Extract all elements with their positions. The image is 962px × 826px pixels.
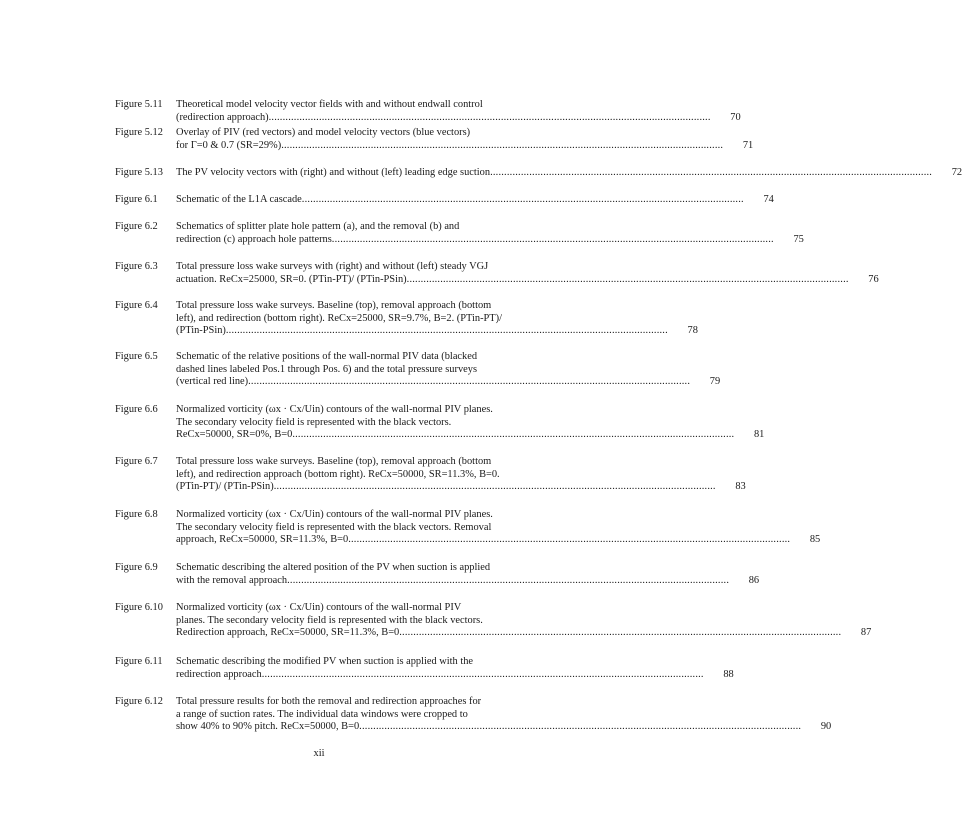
- figure-label: Figure 6.3: [115, 261, 158, 272]
- dot-leader: ..............................................................................................................................................................: [331, 233, 774, 245]
- dot-leader: ..............................................................................................................................................................: [292, 429, 735, 441]
- page-number[interactable]: 86: [748, 574, 760, 586]
- figure-label: Figure 5.12: [115, 127, 163, 138]
- figure-entry[interactable]: [115, 656, 734, 681]
- caption-last-line: Schematic of the L1A cascade: [176, 194, 302, 205]
- page-number[interactable]: 78: [687, 325, 698, 337]
- dot-leader: ..............................................................................................................................................................: [348, 534, 791, 546]
- dot-leader: ..............................................................................................................................................................: [281, 139, 724, 151]
- caption-last-line: redirection approach: [176, 668, 262, 680]
- page-number[interactable]: 79: [709, 376, 721, 388]
- caption-line: Total pressure loss wake surveys with (right) and without (left) steady VGJ: [176, 261, 489, 272]
- figure-entry[interactable]: [115, 696, 832, 734]
- caption-line: Total pressure loss wake surveys. Baseline (top), removal approach (bottom: [176, 456, 492, 467]
- figure-caption: [176, 656, 734, 681]
- figure-caption: [176, 562, 759, 587]
- caption-line: Schematic describing the altered position of the PV when suction is applied: [176, 562, 491, 573]
- dot-leader: ..............................................................................................................................................................: [301, 194, 744, 205]
- caption-line: Schematics of splitter plate hole pattern (a), and the removal (b) and: [176, 221, 460, 232]
- figure-label: Figure 6.9: [115, 562, 158, 573]
- figure-label: Figure 5.11: [115, 99, 163, 110]
- figure-entry[interactable]: [115, 194, 774, 207]
- page-number[interactable]: 71: [742, 139, 754, 151]
- figure-label: Figure 6.12: [115, 696, 163, 707]
- figure-entry[interactable]: [115, 404, 765, 442]
- figure-entry[interactable]: [115, 221, 804, 246]
- caption-last-line: (PTin-PSin): [176, 325, 226, 337]
- caption-line: Overlay of PIV (red vectors) and model velocity vectors (blue vectors): [176, 127, 471, 138]
- caption-last-line: for Γ=0 & 0.7 (SR=29%): [176, 139, 282, 151]
- caption-last-line: show 40% to 90% pitch. ReCx=50000, B=0: [176, 721, 360, 733]
- figure-entry[interactable]: [115, 602, 872, 640]
- dot-leader: ..............................................................................................................................................................: [399, 627, 842, 639]
- figure-caption: [176, 221, 804, 246]
- figure-caption: [176, 696, 831, 734]
- figure-label: Figure 6.4: [115, 300, 158, 311]
- page-number[interactable]: 83: [735, 481, 746, 493]
- figure-label: Figure 5.13: [115, 167, 163, 178]
- figure-entry[interactable]: [115, 562, 760, 587]
- caption-line: left), and redirection approach (bottom right). ReCx=50000, SR=11.3%, B=0.: [176, 468, 500, 480]
- page-footer-number: xii: [313, 748, 325, 759]
- page-number[interactable]: 81: [753, 429, 765, 441]
- caption-line: a range of suction rates. The individual data windows were cropped to: [176, 708, 468, 720]
- caption-line: Theoretical model velocity vector fields with and without endwall control: [176, 99, 483, 110]
- caption-last-line: redirection (c) approach hole patterns: [176, 233, 332, 245]
- figure-label: Figure 6.1: [115, 194, 158, 205]
- caption-line: The secondary velocity field is represented with the black vectors.: [176, 416, 452, 428]
- dot-leader: ..............................................................................................................................................................: [406, 273, 849, 285]
- page-number[interactable]: 88: [723, 668, 734, 680]
- caption-last-line: ReCx=50000, SR=0%, B=0: [176, 429, 293, 441]
- figure-caption: [176, 456, 746, 494]
- caption-line: left), and redirection (bottom right). ReCx=25000, SR=9.7%, B=2. (PTin-PT)/: [176, 312, 503, 324]
- figure-caption: [176, 351, 720, 389]
- caption-line: The secondary velocity field is represented with the black vectors. Removal: [176, 521, 492, 533]
- figure-caption: [176, 167, 962, 180]
- figure-caption: [176, 300, 698, 338]
- caption-line: Total pressure results for both the removal and redirection approaches for: [176, 696, 482, 707]
- caption-last-line: (vertical red line): [176, 376, 249, 388]
- caption-line: Total pressure loss wake surveys. Baseline (top), removal approach (bottom: [176, 300, 492, 311]
- figure-caption: [176, 404, 764, 442]
- caption-last-line: approach, ReCx=50000, SR=11.3%, B=0: [176, 534, 349, 546]
- figure-label: Figure 6.2: [115, 221, 158, 232]
- page-number[interactable]: 75: [793, 233, 804, 245]
- caption-line: Normalized vorticity (ωx · Cx/Uin) contours of the wall-normal PIV planes.: [176, 509, 493, 520]
- caption-last-line: (PTin-PT)/ (PTin-PSin): [176, 481, 274, 493]
- dot-leader: ..............................................................................................................................................................: [225, 325, 668, 337]
- caption-line: Schematic describing the modified PV when suction is applied with the: [176, 656, 474, 667]
- page-number[interactable]: 76: [868, 273, 879, 285]
- figure-entry[interactable]: [115, 261, 879, 286]
- figure-entry[interactable]: [115, 351, 721, 389]
- caption-last-line: (redirection approach): [176, 111, 269, 123]
- page-number[interactable]: 72: [951, 167, 962, 178]
- figure-label: Figure 6.11: [115, 656, 163, 667]
- caption-line: Normalized vorticity (ωx · Cx/Uin) contours of the wall-normal PIV planes.: [176, 404, 493, 415]
- caption-last-line: actuation. ReCx=25000, SR=0. (PTin-PT)/ (PTin-PSin): [176, 273, 407, 285]
- figure-label: Figure 6.7: [115, 456, 158, 467]
- figure-entry[interactable]: [115, 167, 962, 180]
- figure-caption: [176, 127, 753, 152]
- dot-leader: ..............................................................................................................................................................: [261, 668, 704, 680]
- figure-caption: [176, 602, 871, 640]
- caption-line: Schematic of the relative positions of the wall-normal PIV data (blacked: [176, 351, 478, 362]
- caption-line: dashed lines labeled Pos.1 through Pos. 6) and the total pressure surveys: [176, 363, 477, 375]
- figure-caption: [176, 509, 820, 547]
- caption-line: Normalized vorticity (ωx · Cx/Uin) contours of the wall-normal PIV: [176, 602, 462, 613]
- dot-leader: ..............................................................................................................................................................: [248, 376, 691, 388]
- dot-leader: ..............................................................................................................................................................: [490, 167, 933, 178]
- figure-caption: [176, 99, 741, 124]
- page-number[interactable]: 70: [730, 111, 741, 123]
- figure-entry[interactable]: [115, 456, 746, 494]
- page-number[interactable]: 90: [820, 721, 832, 733]
- figure-entry[interactable]: [115, 99, 741, 124]
- page-number[interactable]: 87: [860, 627, 872, 639]
- figure-entry[interactable]: [115, 509, 821, 547]
- caption-last-line: Redirection approach, ReCx=50000, SR=11.3%, B=0: [176, 627, 400, 639]
- caption-line: planes. The secondary velocity field is represented with the black vectors.: [176, 614, 483, 626]
- figure-entry[interactable]: [115, 127, 754, 152]
- figure-label: Figure 6.8: [115, 509, 158, 520]
- page-number[interactable]: 74: [763, 194, 774, 205]
- figure-caption: [176, 261, 879, 286]
- dot-leader: ..............................................................................................................................................................: [287, 574, 730, 586]
- dot-leader: ..............................................................................................................................................................: [359, 721, 802, 733]
- figure-label: Figure 6.5: [115, 351, 158, 362]
- figure-label: Figure 6.6: [115, 404, 158, 415]
- figure-entry[interactable]: [115, 300, 698, 338]
- caption-last-line: with the removal approach: [176, 574, 288, 586]
- dot-leader: ..............................................................................................................................................................: [273, 481, 716, 493]
- page-number[interactable]: 85: [809, 534, 821, 546]
- caption-last-line: The PV velocity vectors with (right) and without (left) leading edge suction: [176, 167, 491, 178]
- figure-caption: [176, 194, 774, 207]
- dot-leader: ..............................................................................................................................................................: [268, 111, 711, 123]
- figure-label: Figure 6.10: [115, 602, 163, 613]
